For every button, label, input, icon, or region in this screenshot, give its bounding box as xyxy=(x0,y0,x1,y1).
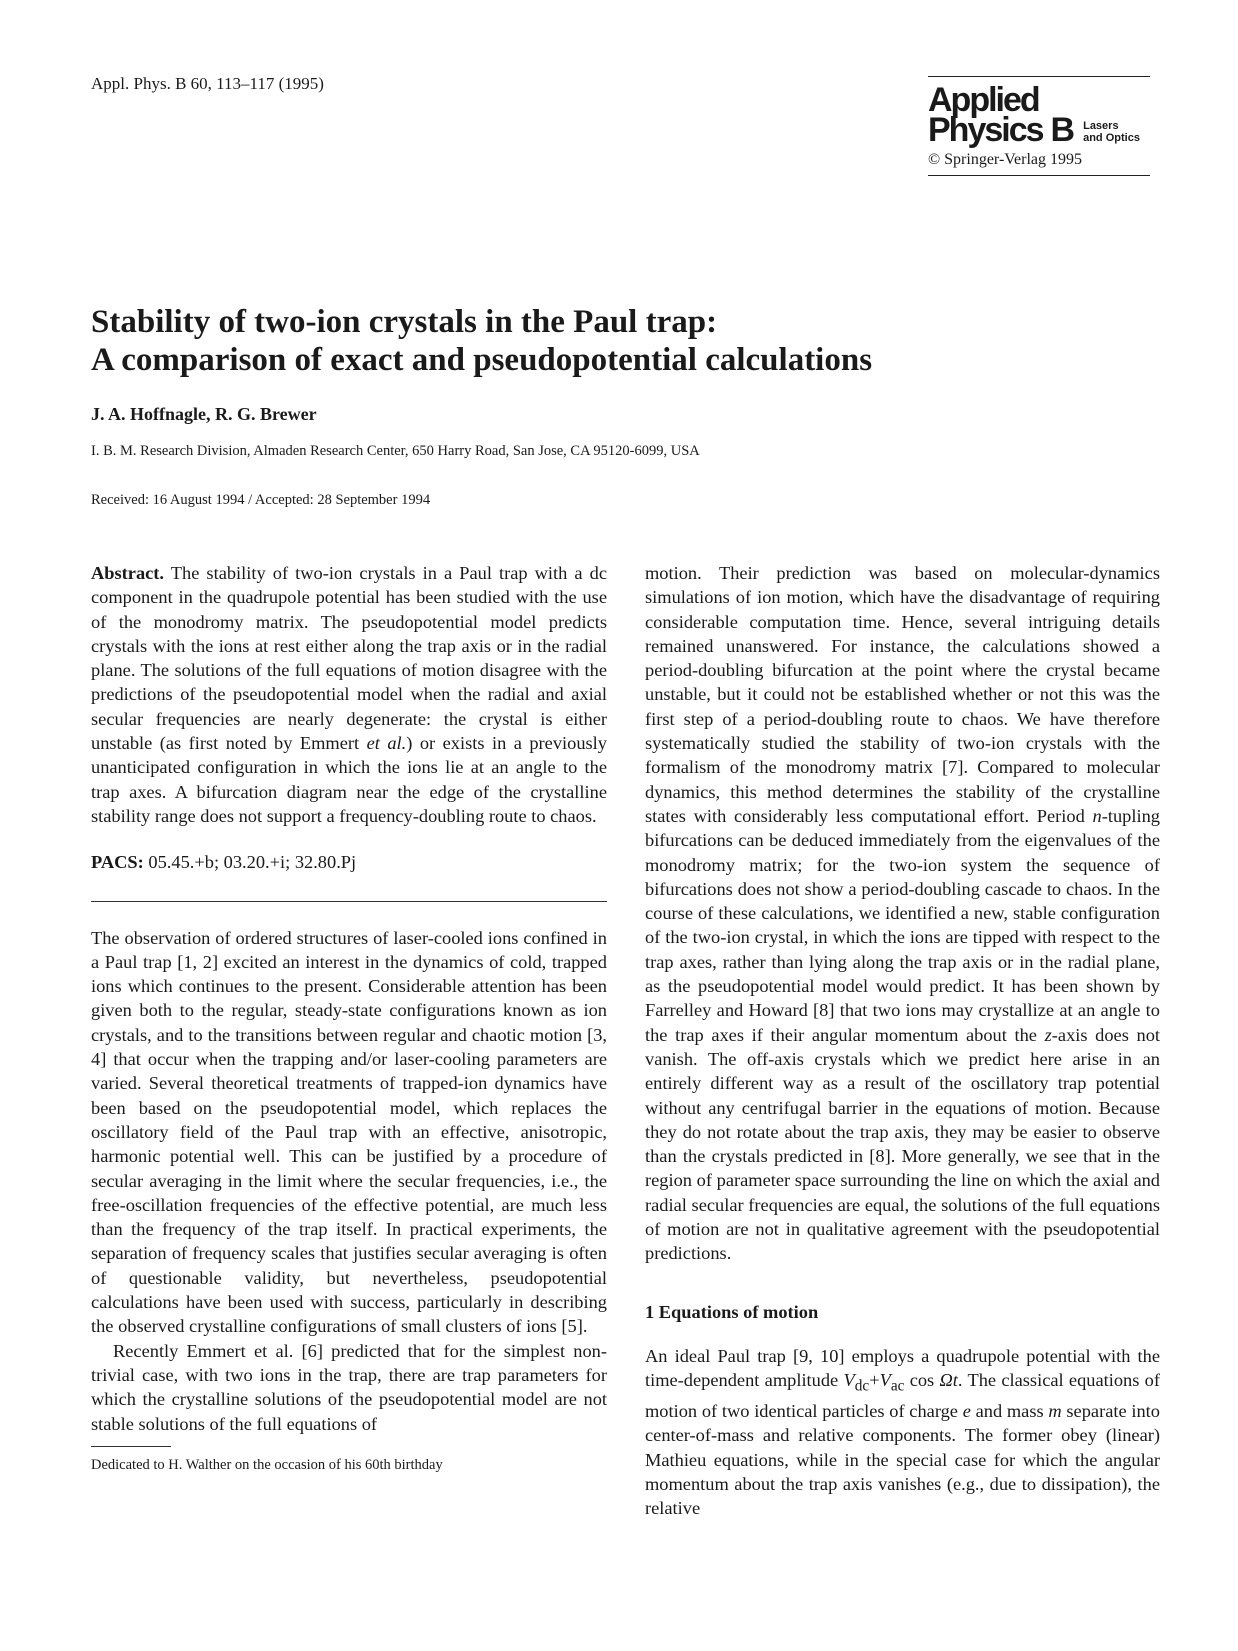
pacs-codes: 05.45.+b; 03.20.+i; 32.80.Pj xyxy=(148,852,357,873)
p2-n: n xyxy=(1092,805,1102,826)
p2-cont3: -axis does not vanish. The off-axis crystals which we predict here arise in an entirely different way as a result of the oscillatory trap potential without any centrifugal barrier in the equations of motion. Because they do not rotate about the trap axis, they may be easier to observe than the crystals predicted in [8]. More generally, we see that in the region of parameter space surrounding the line on which the axial and radial secular frequencies are equal, the solutions of the full equations of motion are not in qualitative agreement with the pseudopotential predictions. xyxy=(645,1024,1161,1264)
s1-t4: separate into center-of-mass and relative components. The former obey (linear) Mathieu equations, while in the special case for which the angular momentum about the trap axis vanishes (e.g., due to dissipation), the relative xyxy=(645,1401,1160,1519)
journal-logo-block xyxy=(928,76,1150,176)
logo-subtitle xyxy=(1083,120,1140,144)
s1-t2: . The classical equations of motion of two identical particles of charge xyxy=(645,1370,1160,1422)
section1-paragraph xyxy=(645,1344,1160,1521)
s1-vdc-sub: dc xyxy=(854,1377,870,1395)
intro-paragraph-2: Recently Emmert et al. [6] predicted that for the simplest non-trivial case, with two ions in the trap, there are trap parameters for which the crystalline solutions of the pseudopotential model are not stable solutions of the full equations of xyxy=(91,1340,607,1434)
citation: Appl. Phys. B 60, 113–117 (1995) xyxy=(91,74,324,93)
copyright: © Springer-Verlag 1995 xyxy=(928,151,1083,168)
abstract-etal: et al. xyxy=(366,733,407,754)
section-heading: 1 Equations of motion xyxy=(645,1301,819,1322)
s1-m: m xyxy=(1048,1401,1062,1422)
logo-physics: Physics xyxy=(928,111,1043,149)
affiliation: I. B. M. Research Division, Almaden Research Center, 650 Harry Road, San Jose, CA 95120-6099, USA xyxy=(91,443,700,459)
s1-omega-t: Ωt xyxy=(939,1370,958,1391)
logo-sub-optics: and Optics xyxy=(1083,132,1140,144)
abstract-divider xyxy=(91,901,607,902)
logo-bottom-rule xyxy=(928,175,1150,176)
right-column xyxy=(645,561,1160,1521)
s1-t3: and mass xyxy=(970,1401,1049,1422)
left-column xyxy=(91,561,607,1474)
pacs-label: PACS: xyxy=(91,852,144,873)
abstract xyxy=(91,561,607,828)
abstract-text: The stability of two-ion crystals in a Paul trap with a dc component in the quadrupole potential has been studied with the use of the monodromy matrix. The pseudopotential model predicts crystals with the ions at rest either along the trap axis or in the radial plane. The solutions of the full equations of motion disagree with the predictions of the pseudopotential model when the radial and axial secular frequencies are nearly degenerate: the crystal is either unstable (as first noted by Emmert xyxy=(91,563,607,754)
paper-title xyxy=(91,303,1151,379)
footnote: Dedicated to H. Walther on the occasion of his 60th birthday xyxy=(91,1456,443,1473)
title-line-1: Stability of two-ion crystals in the Paul trap: xyxy=(91,304,718,340)
abstract-label: Abstract. xyxy=(91,563,165,583)
s1-t1: An ideal Paul trap [9, 10] employs a quadrupole potential with the time-dependent amplitude xyxy=(645,1345,1160,1391)
p2-cont2: -tupling bifurcations can be deduced immediately from the eigenvalues of the monodromy matrix; for the two-ion system the sequence of bifurcations does not show a period-doubling cascade to chaos. In the course of these calculations, we identified a new, stable configuration of the two-ion crystal, in which the ions are tipped with respect to the trap axes, rather than lying along the trap axis or in the radial plane, as the pseudopotential model would predict. It has been shown by Farrelley and Howard [8] that two ions may crystallize at an angle to the trap axes if their angular momentum about the xyxy=(645,805,1160,1045)
p2-cont: motion. Their prediction was based on molecular-dynamics simulations of ion motion, which have the disadvantage of requiring considerable computation time. Hence, several intriguing details remained unanswered. For instance, the calculations showed a period-doubling bifurcation at the point where the crystal became unstable, but it could not be established whether or not this was the first step of a period-doubling route to chaos. We have therefore systematically studied the stability of two-ion crystals with the formalism of the monodromy matrix [7]. Compared to molecular dynamics, this method determines the stability of the crystalline states with considerably less computational effort. Period xyxy=(645,563,1160,826)
logo-letter: B xyxy=(1050,111,1076,149)
logo-applied: Applied xyxy=(928,81,1039,119)
s1-e: e xyxy=(962,1401,971,1422)
abstract-text-after: ) or exists in a previously unanticipated configuration in which the ions lie at an angle to the trap axes. A bifurcation diagram near the edge of the crystalline stability range does not support a frequency-doubling route to chaos. xyxy=(91,733,607,826)
intro-paragraph-2-continued xyxy=(645,561,1160,1266)
logo-top-rule xyxy=(928,76,1150,77)
authors: J. A. Hoffnagle, R. G. Brewer xyxy=(91,404,317,424)
logo-sub-lasers: Lasers xyxy=(1083,120,1119,132)
s1-cos: cos xyxy=(904,1370,940,1391)
footnote-rule xyxy=(91,1446,171,1447)
p2-z: z xyxy=(1044,1024,1052,1045)
pacs xyxy=(91,850,607,874)
received-dates: Received: 16 August 1994 / Accepted: 28 September 1994 xyxy=(91,492,431,508)
s1-vac-sub: ac xyxy=(890,1377,905,1395)
title-line-2: A comparison of exact and pseudopotential calculations xyxy=(91,342,873,378)
logo-physics-row xyxy=(928,111,1150,149)
s1-plus: + xyxy=(869,1370,880,1391)
s1-vdc: V xyxy=(843,1370,855,1391)
intro-paragraph-1: The observation of ordered structures of laser-cooled ions confined in a Paul trap [1, 2] excited an interest in the dynamics of cold, trapped ions which continues to the present. Considerable attention has been given both to the regular, steady-state configurations known as ion crystals, and to the transitions between regular and chaotic motion [3, 4] that occur when the trapping and/or laser-cooling parameters are varied. Several theoretical treatments of trapped-ion dynamics have been based on the pseudopotential model, which replaces the oscillatory field of the Paul trap with an effective, anisotropic, harmonic potential well. This can be justified by a procedure of secular averaging in the limit where the secular frequencies, i.e., the free-oscillation frequencies of the effective potential, are much less than the frequency of the trap itself. In practical experiments, the separation of frequency scales that justifies secular averaging is often of questionable validity, but nevertheless, pseudopotential calculations have been used with success, particularly in describing the observed crystalline configurations of small clusters of ions [5]. xyxy=(91,927,607,1337)
s1-vac: V xyxy=(879,1370,891,1391)
